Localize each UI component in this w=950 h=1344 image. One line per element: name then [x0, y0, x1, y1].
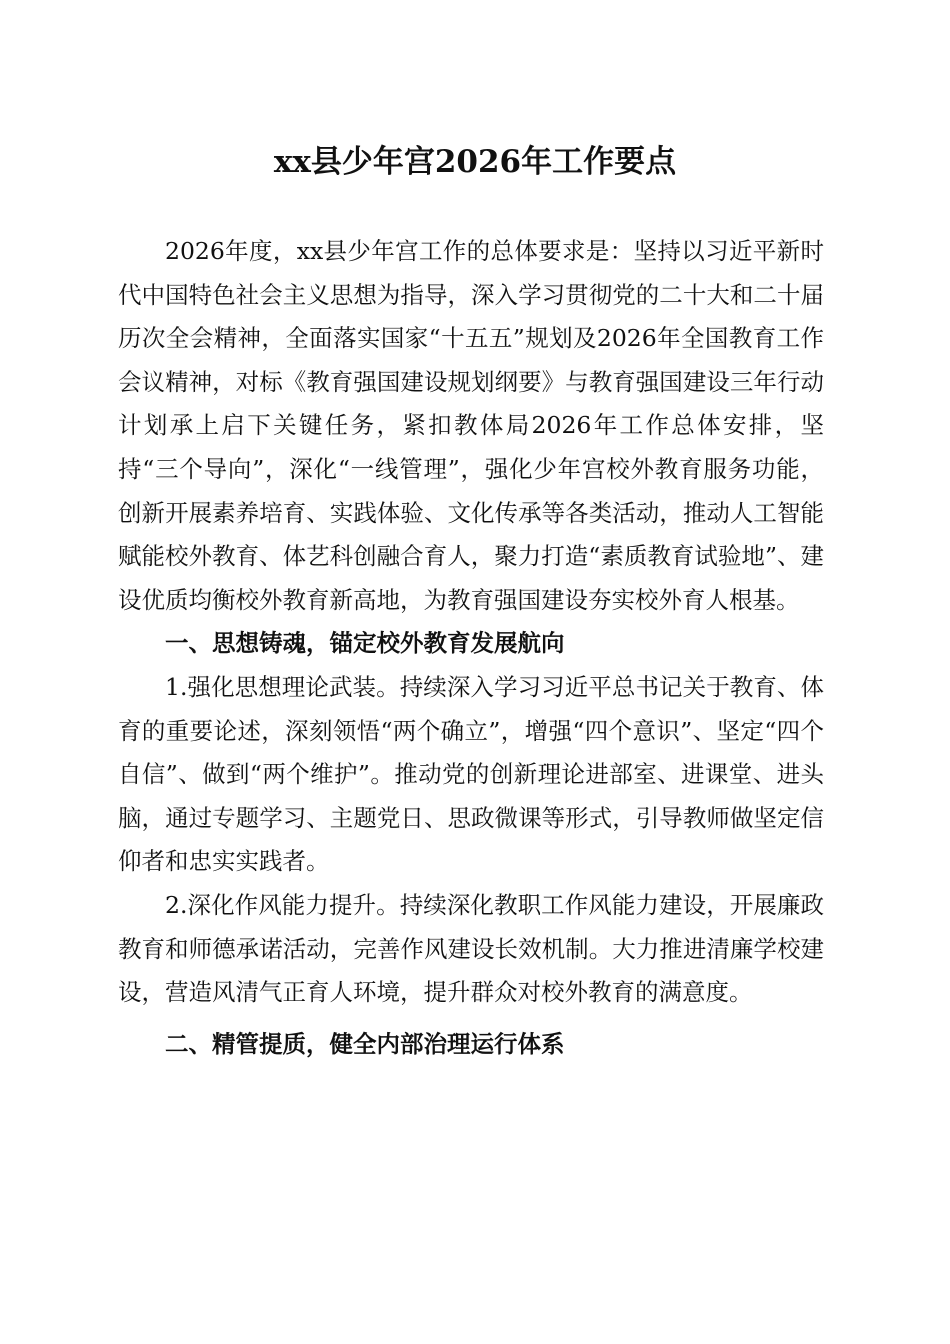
- intro-paragraph: 2026年度，xx县少年宫工作的总体要求是：坚持以习近平新时代中国特色社会主义思想为指导，深入学习贯彻党的二十大和二十届历次全会精神，全面落实国家“十五五”规划及2026年全国教育工作会议精神，对标《教育强国建设规划纲要》与教育强国建设三年行动计划承上启下关键任务，紧扣教体局2026年工作总体安排，坚持“三个导向”，深化“一线管理”，强化少年宫校外教育服务功能，创新开展素养培育、实践体验、文化传承等各类活动，推动人工智能赋能校外教育、体艺科创融合育人，聚力打造“素质教育试验地”、建设优质均衡校外教育新高地，为教育强国建设夯实校外育人根基。: [118, 237, 824, 614]
- section-1-heading: 一、思想铸魂，锚定校外教育发展航向: [165, 629, 565, 658]
- document-title: xx县少年宫2026年工作要点: [273, 144, 677, 180]
- section-1-item-1: 1.强化思想理论武装。持续深入学习习近平总书记关于教育、体育的重要论述，深刻领悟“两个确立”，增强“四个意识”、坚定“四个自信”、做到“两个维护”。推动党的创新理论进部室、进课堂、进头脑，通过专题学习、主题党日、思政微课等形式，引导教师做坚定信仰者和忠实实践者。: [118, 672, 824, 876]
- section-2-heading: 二、精管提质，健全内部治理运行体系: [165, 1029, 565, 1058]
- section-1-item-2: 2.深化作风能力提升。持续深化教职工作风能力建设，开展廉政教育和师德承诺活动，完善作风建设长效机制。大力推进清廉学校建设，营造风清气正育人环境，提升群众对校外教育的满意度。: [118, 890, 824, 1007]
- document-body: [118, 230, 824, 1066]
